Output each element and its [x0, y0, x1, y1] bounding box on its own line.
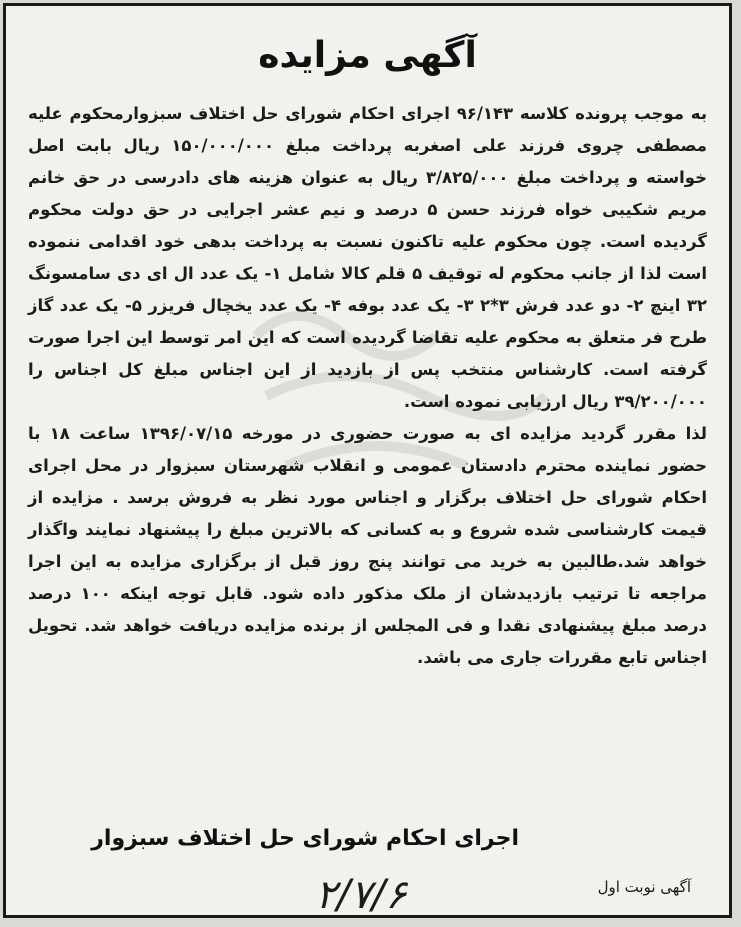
issuer-signature: اجرای احکام شورای حل اختلاف سبزوار [91, 826, 519, 851]
first-notice-label: آگهی نوبت اول [597, 878, 691, 896]
notice-paragraph-1: به موجب پرونده کلاسه ۹۶/۱۴۳ اجرای احکام شورای حل اختلاف سبزوارمحکوم علیه مصطفی چروی فرزند علی اصغربه پرداخت مبلغ ۱۵۰/۰۰۰/۰۰۰ ریال بابت اصل خواسته و پرداخت مبلغ ۳/۸۲۵/۰۰۰ ریال به عنوان هزینه های دادرسی در حق خانم مریم شکیبی خواه فرزند حسن ۵ درصد و نیم عشر اجرایی در حق دولت محکوم گردیده است. چون محکوم علیه تاکنون نسبت به پرداخت بدهی خود اقدامی ننموده است لذا از جانب محکوم له توقیف ۵ قلم کالا شامل ۱- یک عدد ال ای دی سامسونگ ۳۲ اینچ ۲- دو عدد فرش ۳*۲ ۳- یک عدد بوفه ۴- یک عدد یخچال فریزر ۵- یک عدد گاز طرح فر متعلق به محکوم علیه تقاضا گردیده است که این امر توسط این اجرا صورت گرفته است. کارشناس منتخب پس از بازدید از این اجناس مبلغ کل اجناس را ۳۹/۲۰۰/۰۰۰ ریال ارزیابی نموده است. [28, 104, 708, 411]
auction-notice [3, 3, 732, 918]
notice-title: آگهی مزایده [258, 35, 477, 76]
handwritten-note-text: ۲/۷/۶ [315, 872, 407, 918]
handwritten-note [296, 864, 426, 918]
notice-paragraph-2: لذا مقرر گردید مزایده ای به صورت حضوری در مورخه ۱۳۹۶/۰۷/۱۵ ساعت ۱۸ با حضور نماینده محترم دادستان عمومی و انقلاب شهرستان سبزوار در محل اجرای احکام شورای حل اختلاف برگزار و اجناس مورد نظر به فروش برسد . مزایده از قیمت کارشناسی شده شروع و به کسانی که بالاترین مبلغ را پیشنهاد نمایند واگذار خواهد شد.طالبین به خرید می توانند پنج روز قبل از برگزاری مزایده به این اجرا مراجعه تا ترتیب بازدیدشان از ملک مذکور داده شود. قابل توجه اینکه ۱۰۰ درصد درصد مبلغ پیشنهادی نقدا و فی المجلس از برنده مزایده دریافت خواهد شد. تحویل اجناس تابع مقررات جاری می باشد. [28, 424, 707, 667]
notice-body [28, 98, 707, 674]
